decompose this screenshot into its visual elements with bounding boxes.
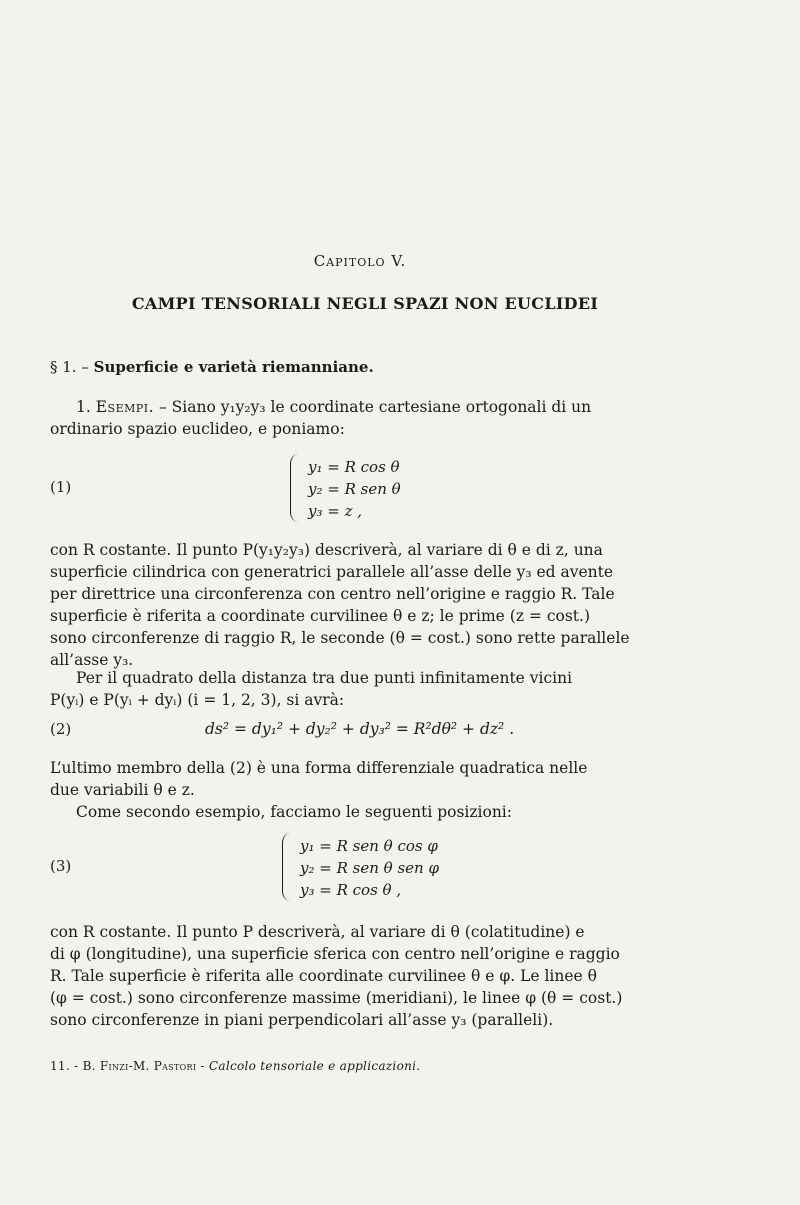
paragraph-line: superficie cilindrica con generatrici parallele all’asse delle y₃ ed avente <box>50 563 614 581</box>
brace-icon <box>290 454 299 522</box>
paragraph-sphere <box>50 921 660 1031</box>
equation-1-row: y₂ = R sen θ <box>308 480 401 498</box>
intro-lead: 1. <box>76 398 96 416</box>
section-title: Superficie e varietà riemanniane. <box>93 358 374 376</box>
paragraph-line: all’asse y₃. <box>50 651 134 669</box>
paragraph-line: con R costante. Il punto P descriverà, al variare di θ (colatitudine) e <box>50 923 585 941</box>
equation-3-row: y₂ = R sen θ sen φ <box>300 859 439 877</box>
equation-system-3 <box>282 835 439 901</box>
equation-system-1 <box>290 456 401 522</box>
equation-3-row: y₁ = R sen θ cos φ <box>300 837 438 855</box>
paragraph-line: due variabili θ e z. <box>50 781 195 799</box>
paragraph-cylinder <box>50 539 660 671</box>
intro-line-2: ordinario spazio euclideo, e poniamo: <box>50 420 345 438</box>
brace-icon <box>282 833 291 901</box>
equation-number-3: (3) <box>50 857 72 875</box>
intro-paragraph <box>50 396 660 440</box>
equation-number-1: (1) <box>50 478 72 496</box>
paragraph-line: R. Tale superficie è riferita alle coordinate curvilinee θ e φ. Le linee θ <box>50 967 597 985</box>
intro-line-1: – Siano y₁y₂y₃ le coordinate cartesiane ortogonali di un <box>154 398 592 416</box>
paragraph-line: per direttrice una circonferenza con centro nell’origine e raggio R. Tale <box>50 585 615 603</box>
paragraph-line: (φ = cost.) sono circonferenze massime (meridiani), le linee φ (θ = cost.) <box>50 989 623 1007</box>
paragraph-second-example <box>50 801 660 823</box>
footer-book-title: Calcolo tensoriale e applicazioni. <box>208 1059 421 1073</box>
paragraph-quadratic <box>50 757 660 801</box>
equation-number-2: (2) <box>50 720 72 738</box>
paragraph-line: sono circonferenze in piani perpendicolari all’asse y₃ (paralleli). <box>50 1011 554 1029</box>
paragraph-distance <box>50 667 660 711</box>
equation-3-row: y₃ = R cos θ , <box>300 881 402 899</box>
paragraph-line: L’ultimo membro della (2) è una forma differenziale quadratica nelle <box>50 759 588 777</box>
page-footer <box>50 1059 420 1073</box>
paragraph-line: P(yᵢ) e P(yᵢ + dyᵢ) (i = 1, 2, 3), si avrà: <box>50 691 345 709</box>
paragraph-line: Come secondo esempio, facciamo le seguenti posizioni: <box>76 803 512 821</box>
paragraph-line: di φ (longitudine), una superficie sferica con centro nell’origine e raggio <box>50 945 620 963</box>
intro-label: Esempi. <box>95 398 155 416</box>
paragraph-line: Per il quadrato della distanza tra due punti infinitamente vicini <box>76 669 573 687</box>
chapter-heading: Capitolo V. <box>313 252 407 270</box>
footer-signature: 11. - B. Finzi-M. Pastori - <box>50 1059 205 1073</box>
equation-1-row: y₁ = R cos θ <box>308 458 400 476</box>
equation-2: ds² = dy₁² + dy₂² + dy₃² = R²dθ² + dz² . <box>205 720 515 738</box>
chapter-title: CAMPI TENSORIALI NEGLI SPAZI NON EUCLIDEI <box>131 294 599 313</box>
equation-1-row: y₃ = z , <box>308 502 363 520</box>
paragraph-line: superficie è riferita a coordinate curvilinee θ e z; le prime (z = cost.) <box>50 607 591 625</box>
paragraph-line: con R costante. Il punto P(y₁y₂y₃) descriverà, al variare di θ e di z, una <box>50 541 603 559</box>
paragraph-line: sono circonferenze di raggio R, le seconde (θ = cost.) sono rette parallele <box>50 629 630 647</box>
section-number: § 1. – <box>50 358 89 376</box>
section-heading <box>50 358 374 376</box>
